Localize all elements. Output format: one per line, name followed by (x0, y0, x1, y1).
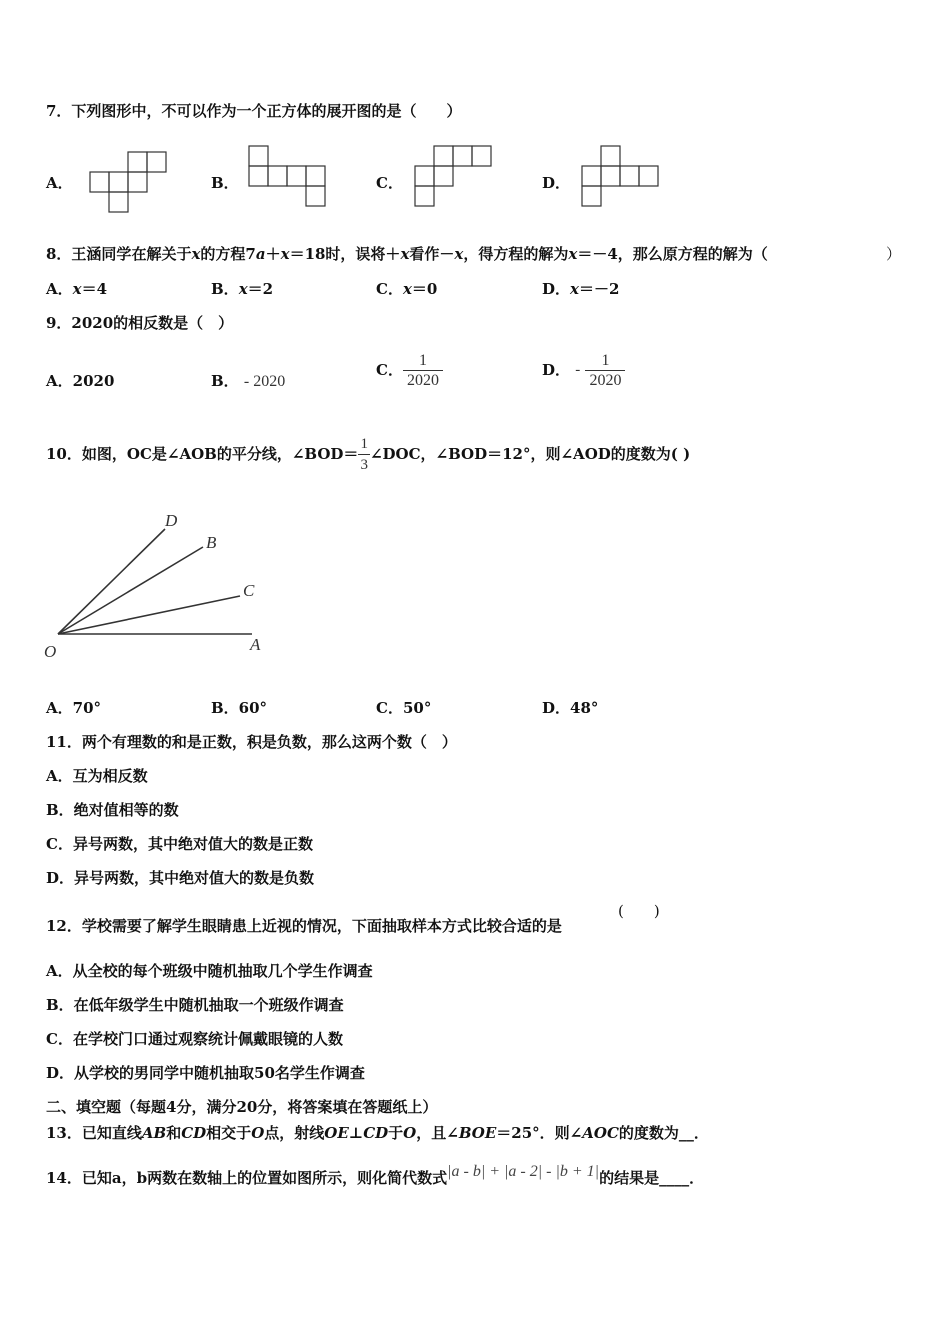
q14-stem: 14．已知a，b两数在数轴上的位置如图所示，则化简代数式|a - b| + |a - 2| - |b + 1|的结果是____． (46, 1163, 705, 1187)
label-o: O (44, 642, 57, 661)
q12-option-a: A．从全校的每个班级中随机抽取几个学生作调查 (46, 962, 373, 980)
q7-stem: 7．下列图形中，不可以作为一个正方体的展开图的是（ ） (46, 102, 462, 120)
q9-stem: 9．2020的相反数是（ ） (46, 314, 234, 332)
q9-c-fraction: $\frac{1}{2020}$ (403, 351, 443, 390)
q10-option-d: D．48° (542, 699, 599, 717)
q8-option-b: B．x＝2 (211, 280, 274, 298)
q9-d-fraction: $\frac{1}{2020}$ (585, 351, 625, 390)
q12-stem: 12．学校需要了解学生眼睛患上近视的情况，下面抽取样本方式比较合适的是 (46, 917, 562, 935)
ray-oc (58, 596, 240, 634)
q7-option-d: D． (542, 174, 571, 192)
q8-option-a: A．x＝4 (46, 280, 108, 298)
q7-figure-a (88, 150, 172, 214)
q7-option-a: A． (46, 174, 73, 192)
angle-figure (40, 505, 280, 665)
q8-option-d: D．x＝－2 (542, 280, 620, 298)
q8-option-c: C．x＝0 (376, 280, 438, 298)
q9-option-b: B． - 2020 (211, 372, 286, 390)
q10-stem: 10．如图，OC是∠AOB的平分线，∠BOD＝ $\frac{1}{3}$ ∠DOC，∠BOD＝12°，则∠AOD的度数为( ) (46, 435, 691, 473)
q8-stem: 8．王涵同学在解关于x的方程7a＋x＝18时，误将＋x看作－x，得方程的解为x＝－4，那么原方程的解为（ (46, 245, 768, 263)
q7-option-c: C． (376, 174, 403, 192)
q9-option-d: D． - $\frac{1}{2020}$ (542, 349, 625, 390)
ray-ob (58, 547, 203, 634)
q9-option-a: A．2020 (46, 372, 115, 390)
label-d: D (165, 511, 178, 530)
q13-stem: 13．已知直线AB和CD相交于O点，射线OE⊥CD于O，且∠BOE＝25°．则∠AOC的度数为__． (46, 1124, 709, 1142)
q10-option-c: C．50° (376, 699, 432, 717)
q9-option-c: C． $\frac{1}{2020}$ (376, 349, 443, 390)
q7-figure-c (413, 144, 497, 208)
q14-expression: |a - b| + |a - 2| - |b + 1| (447, 1163, 600, 1180)
q10-option-a: A．70° (46, 699, 102, 717)
ray-od (58, 529, 165, 634)
q11-stem: 11．两个有理数的和是正数，积是负数，那么这两个数（ ） (46, 733, 457, 751)
q12-paren: ( ) (618, 902, 660, 920)
q11-option-d: D．异号两数，其中绝对值大的数是负数 (46, 869, 315, 887)
q10-option-b: B．60° (211, 699, 268, 717)
label-b: B (206, 533, 217, 552)
q12-option-c: C．在学校门口通过观察统计佩戴眼镜的人数 (46, 1030, 343, 1048)
q12-option-b: B．在低年级学生中随机抽取一个班级作调查 (46, 996, 344, 1014)
q7-figure-b (247, 144, 331, 208)
section-2-heading: 二、填空题（每题4分，满分20分，将答案填在答题纸上） (46, 1098, 438, 1116)
q11-option-a: A．互为相反数 (46, 767, 148, 785)
label-c: C (243, 581, 255, 600)
q8-paren-close: ） (886, 245, 902, 263)
label-a: A (250, 635, 261, 654)
q7-figure-d (580, 144, 664, 208)
q11-option-b: B．绝对值相等的数 (46, 801, 179, 819)
q7-option-b: B． (211, 174, 239, 192)
q12-option-d: D．从学校的男同学中随机抽取50名学生作调查 (46, 1064, 365, 1082)
q10-fraction: $\frac{1}{3}$ (360, 435, 368, 473)
q11-option-c: C．异号两数，其中绝对值大的数是正数 (46, 835, 313, 853)
